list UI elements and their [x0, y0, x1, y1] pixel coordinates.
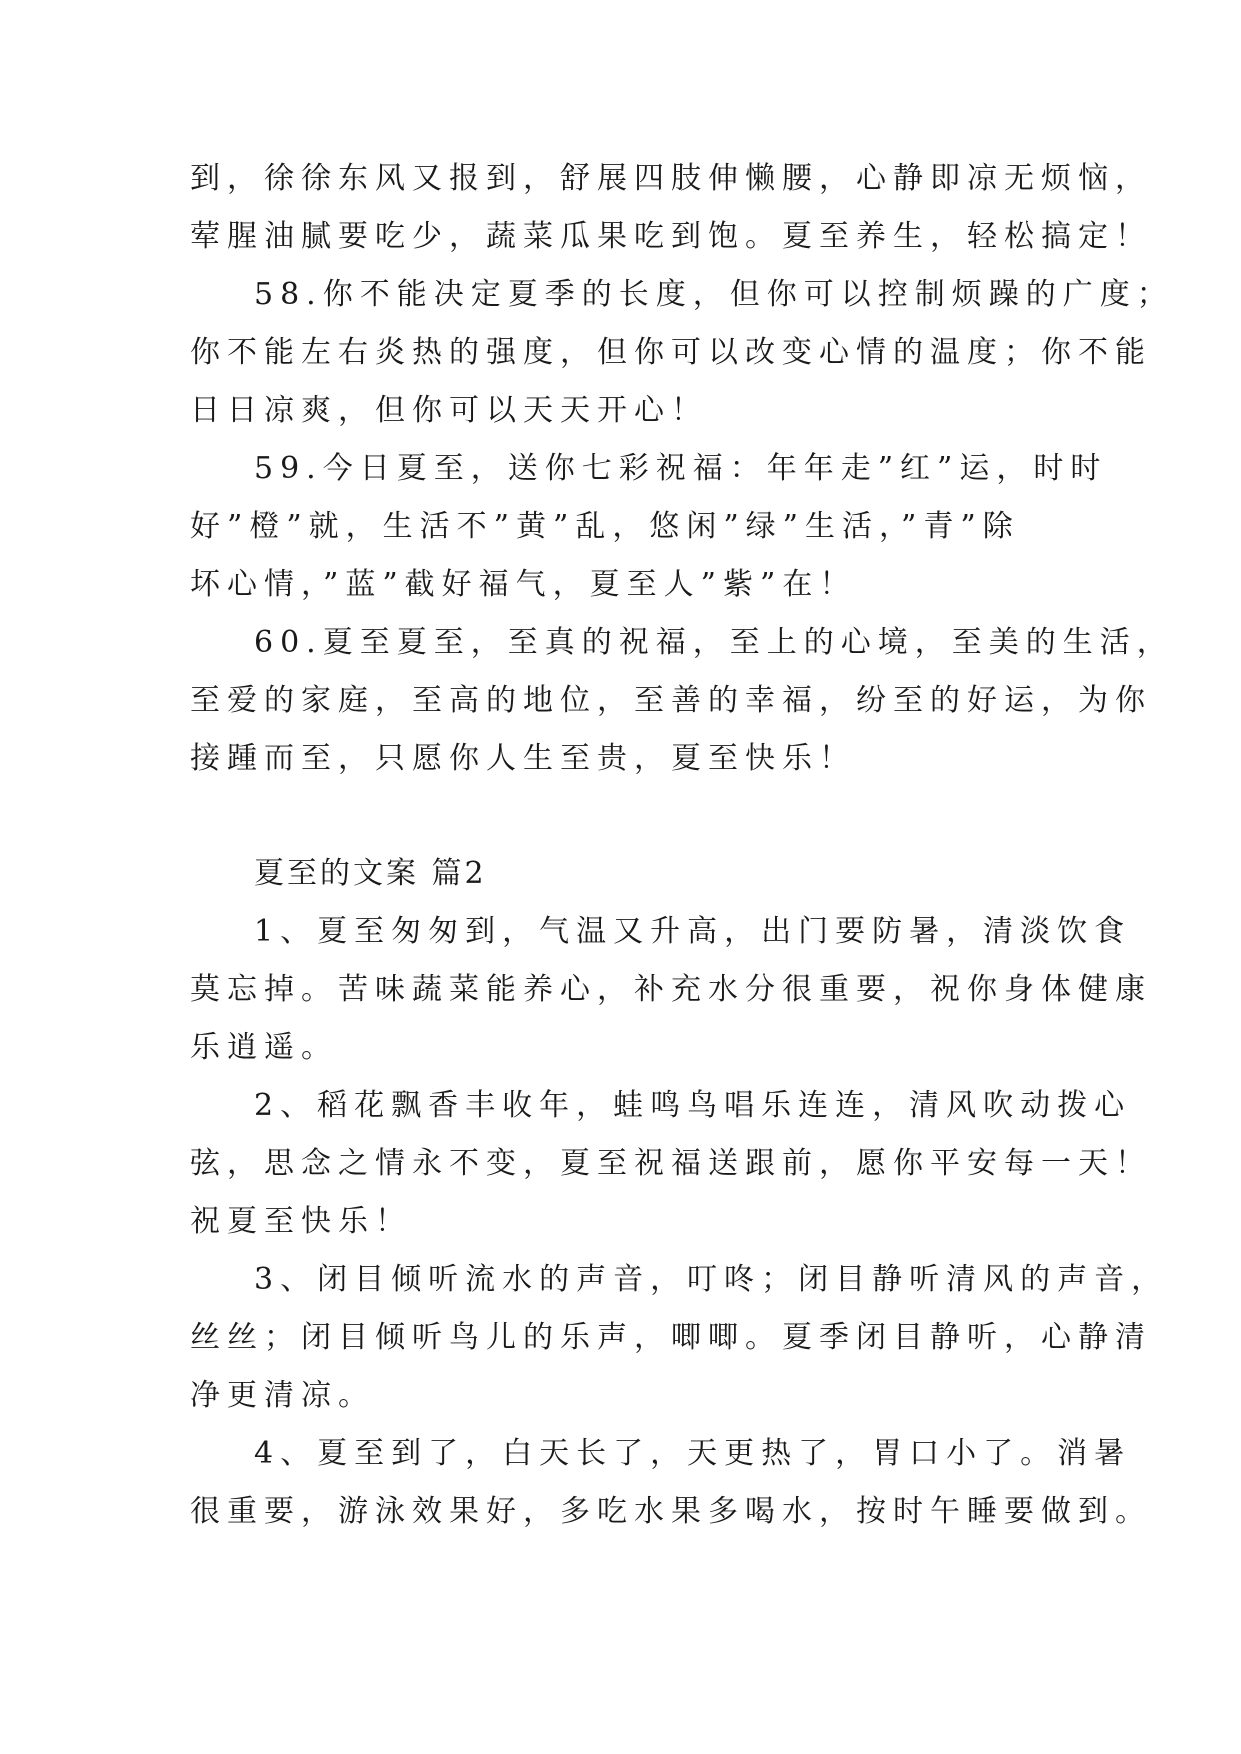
document-body-top — [190, 150, 1174, 788]
text-line: 60.夏至夏至，至真的祝福，至上的心境，至美的生活， — [254, 625, 1174, 660]
paragraph — [190, 266, 1174, 440]
text-line: 莫忘掉。苦味蔬菜能养心，补充水分很重要，祝你身体健康 — [190, 972, 1152, 1007]
paragraph — [190, 1251, 1169, 1425]
text-line: 很重要，游泳效果好，多吃水果多喝水，按时午睡要做到。 — [190, 1494, 1152, 1529]
paragraph — [190, 903, 1152, 1077]
text-line: 日日凉爽，但你可以天天开心！ — [190, 393, 708, 428]
section-heading: 夏至的文案 篇2 — [254, 856, 487, 891]
text-line: 坏心情，”蓝”截好福气，夏至人”紫”在！ — [190, 567, 857, 602]
paragraph — [190, 440, 1108, 614]
text-line: 58.你不能决定夏季的长度，但你可以控制烦躁的广度； — [254, 277, 1174, 312]
text-line: 净更清凉。 — [190, 1378, 375, 1413]
section-gap — [190, 788, 1070, 845]
text-line: 至爱的家庭，至高的地位，至善的幸福，纷至的好运，为你 — [190, 683, 1152, 718]
text-line: 59.今日夏至，送你七彩祝福：年年走”红”运，时时 — [254, 451, 1108, 486]
text-line: 3、闭目倾听流水的声音，叮咚；闭目静听清风的声音， — [254, 1262, 1169, 1297]
paragraph — [190, 1077, 1152, 1251]
document-page — [190, 150, 1174, 1541]
paragraph — [190, 1425, 1152, 1541]
document-body-bottom — [190, 903, 1169, 1541]
paragraph — [190, 150, 1152, 266]
text-line: 接踵而至，只愿你人生至贵，夏至快乐！ — [190, 741, 856, 776]
text-line: 到，徐徐东风又报到，舒展四肢伸懒腰，心静即凉无烦恼， — [190, 161, 1152, 196]
text-line: 2、稻花飘香丰收年，蛙鸣鸟唱乐连连，清风吹动拨心 — [254, 1088, 1132, 1123]
paragraph — [190, 614, 1174, 788]
text-line: 荤腥油腻要吃少，蔬菜瓜果吃到饱。夏至养生，轻松搞定！ — [190, 219, 1152, 254]
text-line: 丝丝；闭目倾听鸟儿的乐声，唧唧。夏季闭目静听，心静清 — [190, 1320, 1152, 1355]
text-line: 弦，思念之情永不变，夏至祝福送跟前，愿你平安每一天！ — [190, 1146, 1152, 1181]
text-line: 4、夏至到了，白天长了，天更热了，胃口小了。消暑 — [254, 1436, 1132, 1471]
text-line: 好”橙”就，生活不”黄”乱，悠闲”绿”生活，”青”除 — [190, 509, 1020, 544]
text-line: 1、夏至匆匆到，气温又升高，出门要防暑，清淡饮食 — [254, 914, 1132, 949]
text-line: 乐逍遥。 — [190, 1030, 338, 1065]
text-line: 祝夏至快乐！ — [190, 1204, 412, 1239]
text-line: 你不能左右炎热的强度，但你可以改变心情的温度；你不能 — [190, 335, 1152, 370]
